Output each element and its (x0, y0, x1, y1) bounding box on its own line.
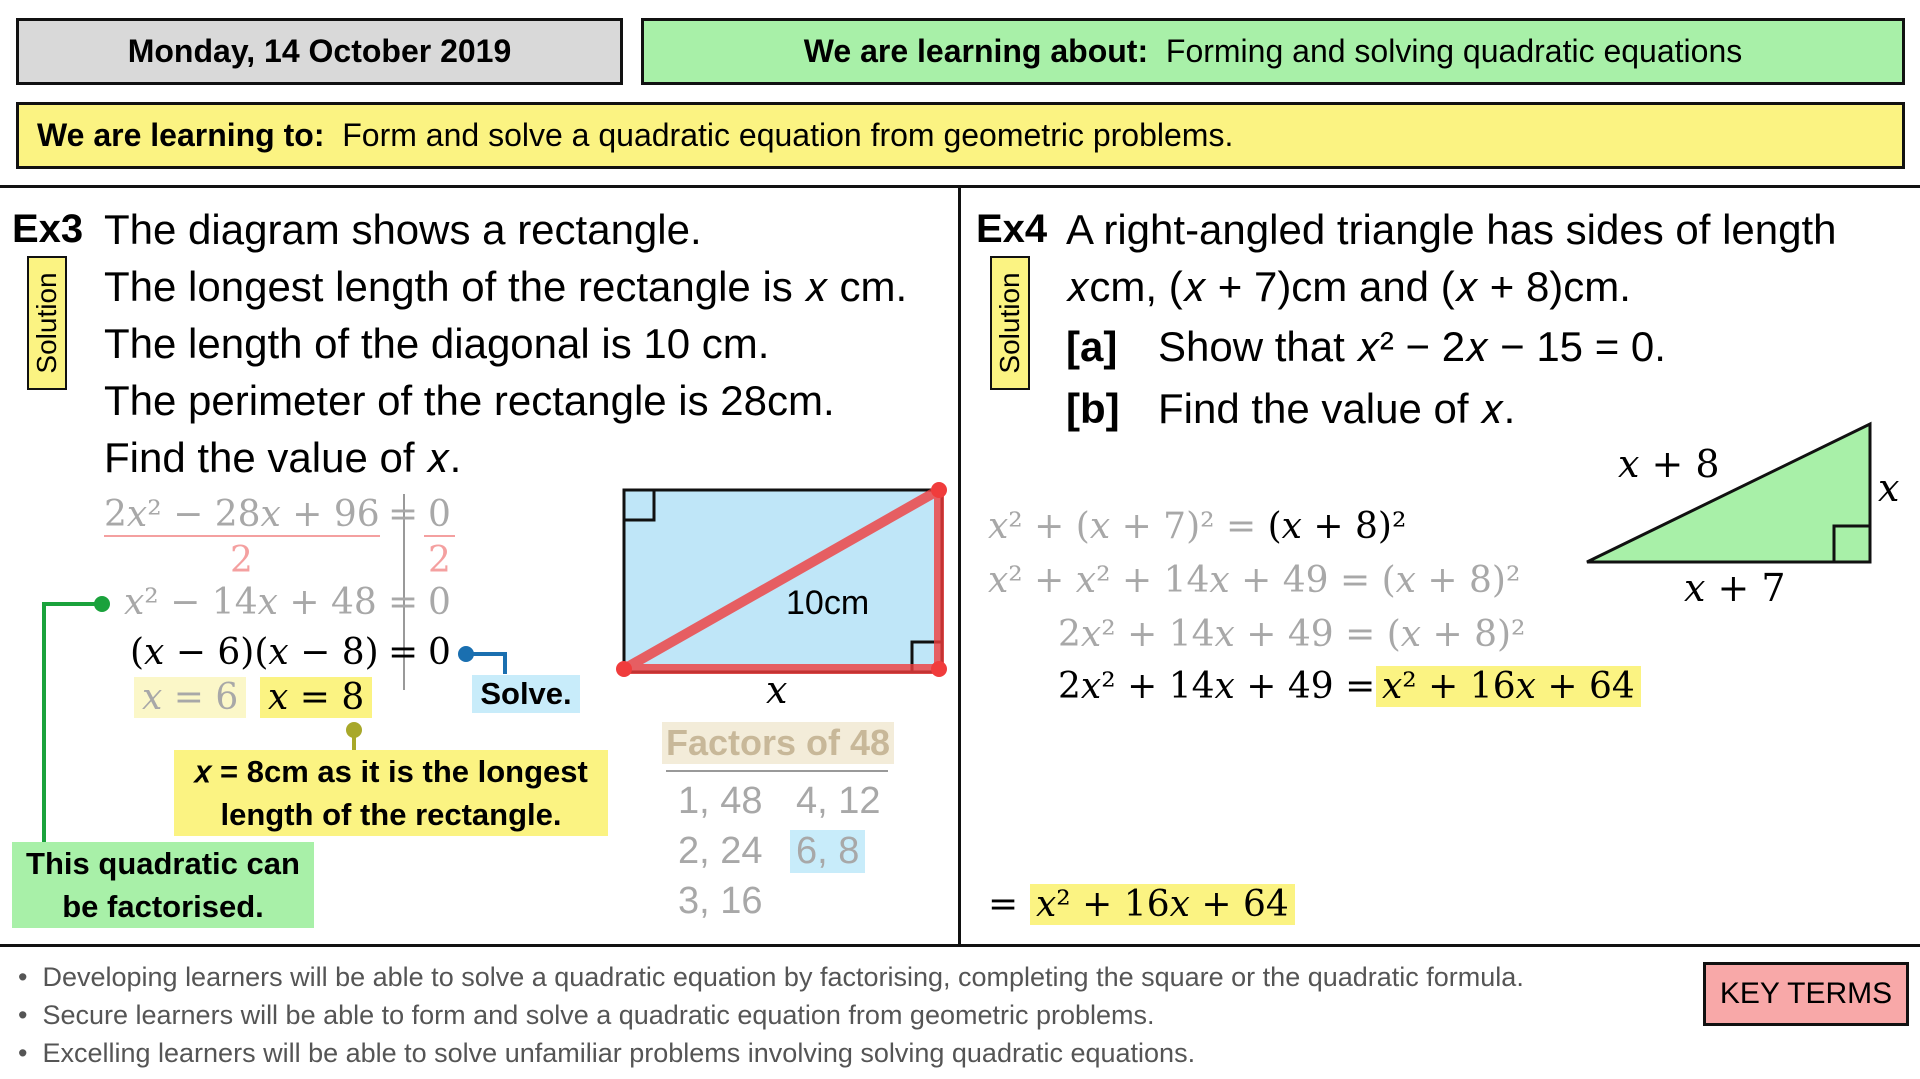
ex3-eq2-right: 0 (428, 582, 451, 623)
ex3-eq3-left: (𝑥 − 6)(𝑥 − 8) (130, 632, 379, 673)
ex3-solution-label: Solution (31, 272, 62, 374)
ex3-solution-x6: 𝑥 = 6 (134, 677, 246, 718)
ex4-question-line-1: A right-angled triangle has sides of length (1066, 206, 1837, 253)
ex3-divisor-left: 2 (230, 540, 253, 581)
factorise-connector (44, 604, 102, 844)
learning-to-text: Form and solve a quadratic equation from geometric problems. (342, 117, 1234, 153)
ex3-question-line-1: The diagram shows a rectangle. (104, 206, 702, 253)
factorise-connector-dot (94, 596, 110, 612)
date-text: Monday, 14 October 2019 (127, 33, 512, 69)
footer-bullet-2: • Secure learners will be able to form and solve a quadratic equation from geometric problems. (18, 1000, 1155, 1030)
learning-about-text: Forming and solving quadratic equations (1165, 33, 1743, 69)
triangle-hypotenuse-label: 𝑥 + 8 (1618, 442, 1720, 486)
footer-bullet-3: • Excelling learners will be able to solve unfamiliar problems involving solving quadratic equations. (18, 1038, 1196, 1068)
rectangle-vertex-bl (616, 661, 632, 677)
footer-bullet-3-text: Excelling learners will be able to solve unfamiliar problems involving solving quadratic equations. (42, 1038, 1196, 1068)
triangle-base-label: 𝑥 + 7 (1684, 566, 1786, 610)
ex4-work-line-1-black: (𝑥 + 8)² (1267, 506, 1407, 547)
ex4-work-line-1-grey: 𝑥² + (𝑥 + 7)² = (988, 506, 1257, 547)
factor-pair-2-24: 2, 24 (678, 830, 763, 872)
rectangle-diagram (616, 482, 947, 677)
ex4-solution-button[interactable] (990, 256, 1030, 390)
ex4-work-line-2: 𝑥² + 𝑥² + 14𝑥 + 49 = (𝑥 + 8)² (988, 560, 1521, 601)
ex3-eq3-right: 0 (428, 632, 451, 673)
key-terms-button[interactable] (1703, 962, 1909, 1026)
ex4-work-line-1 (988, 506, 1406, 547)
factor-pair-3-16: 3, 16 (678, 880, 763, 922)
ex3-question-line-4: The perimeter of the rectangle is 28cm. (104, 377, 835, 424)
rectangle-side-label: 𝑥 (766, 668, 788, 712)
longest-note-line-1: 𝑥 = 8cm as it is the longest (194, 754, 588, 789)
factor-pair-6-8: 6, 8 (790, 830, 865, 873)
learning-to-label: We are learning to: (37, 117, 325, 153)
ex3-label: Ex3 (12, 207, 84, 251)
ex4-solution-label: Solution (994, 272, 1025, 374)
longest-connector-dot (346, 722, 362, 738)
diagonal-length-label: 10cm (786, 584, 870, 622)
ex3-divisor-right: 2 (428, 540, 451, 581)
ex4-part-a-label: [a] (1066, 323, 1118, 370)
factor-pair-4-12: 4, 12 (796, 780, 881, 822)
learning-about-label: We are learning about: (803, 33, 1149, 69)
ex3-solution-button[interactable] (27, 256, 67, 390)
footer-bullet-1: • Developing learners will be able to solve a quadratic equation by factorising, completing the square or the quadratic formula. (18, 962, 1524, 992)
factorise-note-line-1: This quadratic can (26, 846, 300, 881)
factor-pair-1-48: 1, 48 (678, 780, 763, 822)
ex3-solution-x8: 𝑥 = 8 (260, 677, 372, 718)
solve-note: Solve. (472, 675, 580, 713)
ex3-eq1-equals: = (388, 494, 419, 535)
solve-connector-dot (458, 646, 474, 662)
factorise-note-line-2: be factorised. (62, 889, 264, 924)
longest-length-note (174, 750, 608, 836)
factors-title: Factors of 48 (662, 722, 894, 764)
ex4-work-line-4-left: 2𝑥² + 14𝑥 + 49 = (1058, 666, 1376, 707)
ex4-work-line-3: 2𝑥² + 14𝑥 + 49 = (𝑥 + 8)² (1058, 614, 1526, 655)
ex4-work-line-5-equals: = (988, 884, 1019, 925)
rectangle-vertex-tr (931, 482, 947, 498)
ex3-question-line-3: The length of the diagonal is 10 cm. (104, 320, 770, 367)
ex3-eq3-equals: = (388, 632, 419, 673)
ex4-question-line-2: 𝑥cm, (𝑥 + 7)cm and (𝑥 + 8)cm. (1066, 263, 1631, 310)
ex4-part-a-text: Show that 𝑥² − 2𝑥 − 15 = 0. (1158, 323, 1666, 370)
triangle-vertical-label: 𝑥 (1878, 466, 1900, 510)
ex3-question-line-2: The longest length of the rectangle is 𝑥 cm. (104, 263, 908, 310)
ex4-work-line-4-right: 𝑥² + 16𝑥 + 64 (1376, 666, 1641, 707)
ex4-part-b-text: Find the value of 𝑥. (1158, 385, 1516, 432)
ex3-question-line-5: Find the value of 𝑥. (104, 434, 462, 481)
ex3-eq1-left: 2𝑥² − 28𝑥 + 96 (104, 494, 380, 535)
longest-note-line-2: length of the rectangle. (220, 797, 562, 832)
factorise-note (12, 842, 314, 928)
footer-bullet-1-text: Developing learners will be able to solve a quadratic equation by factorising, completing the square or the quadratic formula. (42, 962, 1524, 992)
ex3-eq2-left: 𝑥² − 14𝑥 + 48 (124, 582, 377, 623)
ex4-part-b-label: [b] (1066, 385, 1120, 432)
footer-bullet-2-text: Secure learners will be able to form and solve a quadratic equation from geometric problems. (42, 1000, 1155, 1030)
rectangle-vertex-br (931, 661, 947, 677)
key-terms-label: KEY TERMS (1719, 977, 1893, 1010)
ex4-label: Ex4 (976, 207, 1048, 251)
ex3-eq1-right: 0 (424, 494, 455, 537)
ex3-eq2-equals: = (388, 582, 419, 623)
ex4-work-line-5-right: 𝑥² + 16𝑥 + 64 (1030, 884, 1295, 925)
